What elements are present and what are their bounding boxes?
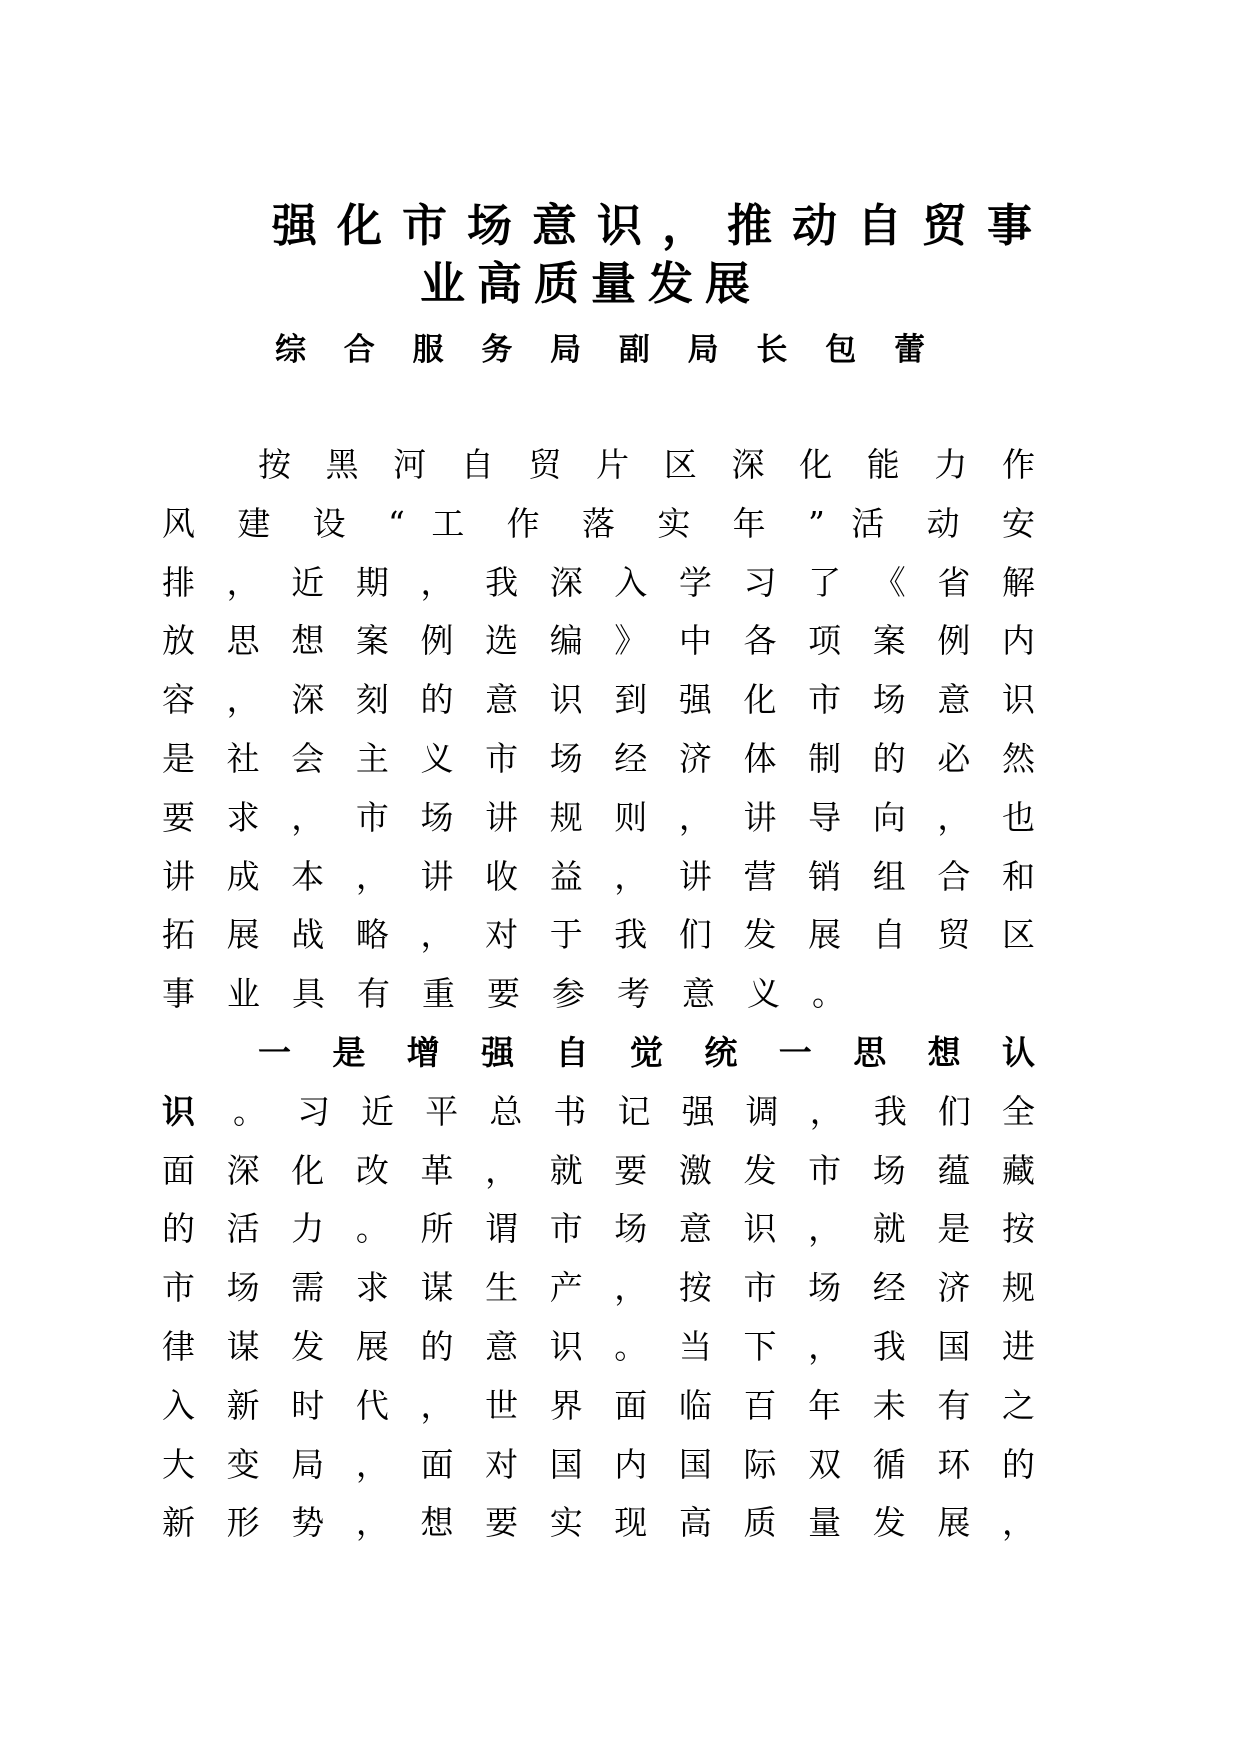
body-line: 新 形 势 ， 想 要 实 现 高 质 量 发 展 ， <box>162 1503 1035 1543</box>
body-line: 拓 展 战 略 ， 对 于 我 们 发 展 自 贸 区 <box>162 915 1035 955</box>
body-line: 要 求 ， 市 场 讲 规 则 ， 讲 导 向 ， 也 <box>162 797 1035 837</box>
body-line: 律 谋 发 展 的 意 识 。 当 下 ， 我 国 进 <box>162 1326 1035 1366</box>
document-body <box>162 436 1035 1553</box>
document-title-line-1: 强 化 市 场 意 识 ， 推 动 自 贸 事 <box>272 199 1032 252</box>
body-line: 事业具有重要参考意义。 <box>162 974 877 1014</box>
body-line: 按 黑 河 自 贸 片 区 深 化 能 力 作 <box>258 445 1035 484</box>
body-line: 入 新 时 代 ， 世 界 面 临 百 年 未 有 之 <box>162 1385 1035 1425</box>
section-heading-tail: 识 <box>162 1091 195 1131</box>
body-line: 讲 成 本 ， 讲 收 益 ， 讲 营 销 组 合 和 <box>162 856 1035 896</box>
body-line-mixed <box>162 1083 1035 1142</box>
body-line: 市 场 需 求 谋 生 产 ， 按 市 场 经 济 规 <box>162 1268 1035 1308</box>
body-line: 放 思 想 案 例 选 编 》 中 各 项 案 例 内 <box>162 621 1035 661</box>
author-byline: 综 合 服 务 局 副 局 长 包 蕾 <box>275 332 925 368</box>
body-line: 的 活 力 。 所 谓 市 场 意 识 ， 就 是 按 <box>162 1209 1035 1249</box>
body-line: 排 ， 近 期 ， 我 深 入 学 习 了 《 省 解 <box>162 562 1035 602</box>
body-line: 是 社 会 主 义 市 场 经 济 体 制 的 必 然 <box>162 738 1035 778</box>
body-line: 容 ， 深 刻 的 意 识 到 强 化 市 场 意 识 <box>162 680 1035 720</box>
section-heading: 一 是 增 强 自 觉 统 一 思 想 认 <box>258 1032 1035 1072</box>
body-line: 风 建 设 “ 工 作 落 实 年 ” 活 动 安 <box>162 503 1035 543</box>
body-line: 大 变 局 ， 面 对 国 内 国 际 双 循 环 的 <box>162 1444 1035 1484</box>
body-line: 面 深 化 改 革 ， 就 要 激 发 市 场 蕴 藏 <box>162 1150 1035 1190</box>
document-title-line-2: 业高质量发展 <box>420 257 763 310</box>
body-line-rest: 。 习 近 平 总 书 记 强 调 ， 我 们 全 <box>233 1091 1035 1131</box>
